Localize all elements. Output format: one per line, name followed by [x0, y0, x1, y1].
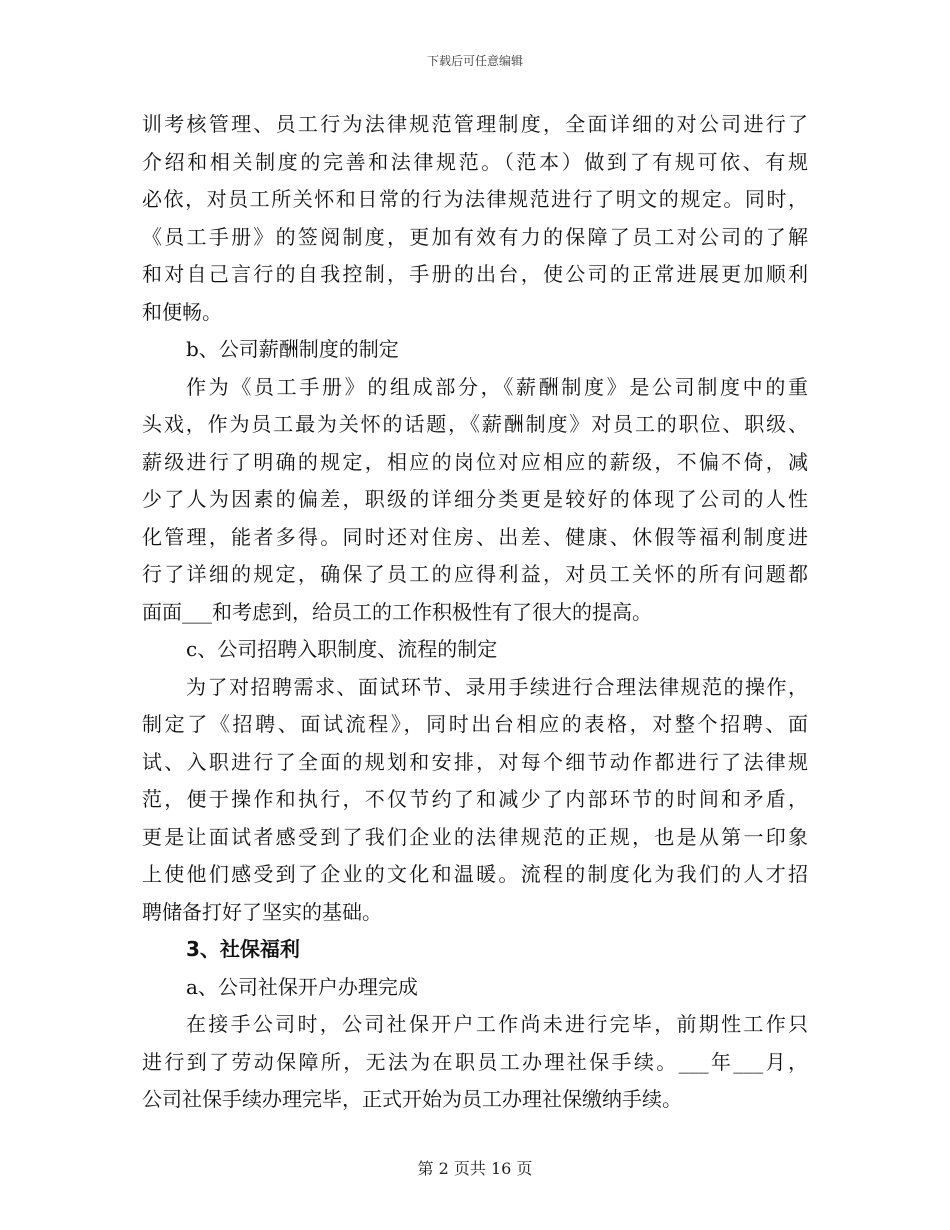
text-line: 头戏，作为员工最为关怀的话题，《薪酬制度》对员工的职位、职级、: [142, 412, 808, 436]
text-line: 薪级进行了明确的规定，相应的岗位对应相应的薪级，不偏不倚，减: [142, 449, 808, 474]
text-line: 必依，对员工所关怀和日常的行为法律规范进行了明文的规定。同时，: [142, 187, 808, 211]
document-body: [142, 106, 808, 1119]
page-header: 下载后可任意编辑: [426, 54, 523, 68]
text-line: 聘储备打好了坚实的基础。: [142, 899, 382, 924]
text-line: 在接手公司时，公司社保开户工作尚未进行完毕，前期性工作只: [186, 1012, 808, 1036]
text-line: 行了详细的规定，确保了员工的应得利益，对员工关怀的所有问题都: [142, 562, 808, 586]
subheading-c: c、公司招聘入职制度、流程的制定: [186, 637, 498, 661]
text-line: 范，便于操作和执行，不仅节约了和减少了内部环节的时间和矛盾，: [142, 787, 808, 811]
text-line: 为了对招聘需求、面试环节、录用手续进行合理法律规范的操作，: [186, 674, 808, 699]
text-line: 试、入职进行了全面的规划和安排，对每个细节动作都进行了法律规: [142, 749, 808, 774]
text-line: 介绍和相关制度的完善和法律规范。（范本）做到了有规可依、有规: [142, 149, 808, 174]
text-line: 和对自己言行的自我控制，手册的出台，使公司的正常进展更加顺利: [142, 262, 808, 286]
page-footer: 第 2 页共 16 页: [417, 1159, 533, 1178]
text-line: 作为《员工手册》的组成部分，《薪酬制度》是公司制度中的重: [186, 374, 808, 399]
text-line: 进行到了劳动保障所，无法为在职员工办理社保手续。___年___月，: [142, 1049, 808, 1074]
text-line: 和便畅。: [142, 299, 222, 324]
text-line: 化管理，能者多得。同时还对住房、出差、健康、休假等福利制度进: [142, 524, 808, 549]
text-line: 面面___和考虑到，给员工的工作积极性有了很大的提高。: [142, 599, 652, 624]
text-line: 《员工手册》的签阅制度，更加有效有力的保障了员工对公司的了解: [142, 224, 808, 249]
subheading-a: a、公司社保开户办理完成: [186, 974, 418, 999]
subheading-b: b、公司薪酬制度的制定: [186, 337, 399, 361]
section-heading: 3、社保福利: [186, 937, 300, 961]
text-line: 制定了《招聘、面试流程》，同时出台相应的表格，对整个招聘、面: [142, 712, 808, 736]
text-line: 训考核管理、员工行为法律规范管理制度，全面详细的对公司进行了: [142, 112, 808, 136]
text-line: 更是让面试者感受到了我们企业的法律规范的正规，也是从第一印象: [142, 824, 808, 849]
text-line: 公司社保手续办理完毕，正式开始为员工办理社保缴纳手续。: [142, 1087, 682, 1111]
text-line: 少了人为因素的偏差，职级的详细分类更是较好的体现了公司的人性: [142, 487, 808, 511]
text-line: 上使他们感受到了企业的文化和温暖。流程的制度化为我们的人才招: [142, 862, 808, 886]
